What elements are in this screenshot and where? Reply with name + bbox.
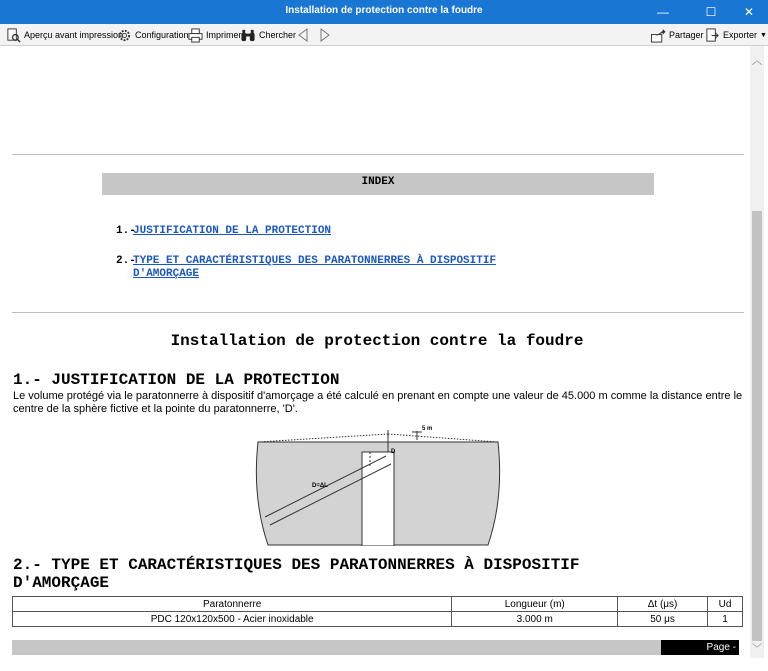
report-viewport[interactable] bbox=[4, 46, 750, 658]
print-preview-label: Aperçu avant impression bbox=[24, 30, 124, 40]
printer-icon bbox=[188, 28, 203, 43]
share-button[interactable] bbox=[650, 26, 704, 44]
paratonnerre-table bbox=[12, 596, 743, 627]
index-link-justification[interactable]: JUSTIFICATION DE LA PROTECTION bbox=[133, 225, 332, 237]
column-header-ud: Ud bbox=[708, 597, 743, 612]
next-result-button[interactable] bbox=[318, 26, 335, 44]
previous-result-button[interactable] bbox=[296, 26, 313, 44]
index-link-type-line2[interactable]: D'AMORÇAGE bbox=[133, 268, 200, 280]
table-header-row bbox=[13, 597, 743, 612]
share-icon bbox=[650, 28, 666, 43]
document-title: Installation de protection contre la foudre bbox=[170, 332, 584, 350]
diagram-label-distance: D=ΔL bbox=[312, 483, 328, 489]
window-title: Installation de protection contre la foudre bbox=[285, 5, 483, 16]
close-button[interactable]: ✕ bbox=[743, 5, 755, 19]
minimize-button[interactable]: — bbox=[657, 5, 669, 19]
cell-paratonnerre: PDC 120x120x500 - Acier inoxidable bbox=[13, 612, 452, 627]
diagram-label-5m: 5 m bbox=[422, 426, 433, 432]
scroll-down-icon[interactable]: ﹀ bbox=[752, 644, 762, 655]
cell-longueur: 3.000 m bbox=[452, 612, 618, 627]
column-header-paratonnerre: Paratonnerre bbox=[13, 597, 452, 612]
chevron-down-icon: ▼ bbox=[760, 31, 767, 39]
scroll-up-icon[interactable]: ︿ bbox=[752, 56, 762, 67]
vertical-scrollbar[interactable] bbox=[750, 46, 764, 658]
print-button[interactable] bbox=[188, 26, 242, 44]
section-1-paragraph: Le volume protégé via le paratonnerre à dispositif d'amorçage a été calculé en prenant en compte une valeur de 45.000 m comme la distance entre le centre de la sphère fictive et la pointe du paratonnerre, 'D'. bbox=[13, 390, 743, 415]
index-link-type-line1[interactable]: TYPE ET CARACTÉRISTIQUES DES PARATONNERRES À DISPOSITIF bbox=[133, 255, 497, 267]
column-header-longueur: Longueur (m) bbox=[452, 597, 618, 612]
section-1-heading: 1.- JUSTIFICATION DE LA PROTECTION bbox=[13, 371, 340, 389]
arrow-right-icon bbox=[318, 28, 332, 42]
toolbar bbox=[0, 24, 768, 46]
print-label: Imprimer bbox=[206, 30, 242, 40]
table-row bbox=[13, 612, 743, 627]
cell-delta-t: 50 μs bbox=[618, 612, 708, 627]
protection-volume-diagram bbox=[252, 428, 504, 546]
search-button[interactable] bbox=[240, 26, 296, 44]
maximize-button[interactable]: ☐ bbox=[705, 5, 717, 19]
arrow-left-icon bbox=[296, 28, 310, 42]
print-preview-button[interactable] bbox=[6, 26, 123, 44]
page-indicator: Page - bbox=[661, 640, 739, 655]
index-heading: INDEX bbox=[102, 173, 654, 195]
configuration-label: Configuration bbox=[135, 30, 189, 40]
scroll-thumb[interactable] bbox=[752, 211, 762, 641]
divider bbox=[12, 154, 744, 155]
column-header-delta-t: Δt (μs) bbox=[618, 597, 708, 612]
binoculars-icon bbox=[240, 28, 256, 43]
search-label: Chercher bbox=[259, 30, 297, 40]
gear-icon bbox=[117, 28, 132, 43]
title-bar bbox=[0, 0, 768, 24]
divider bbox=[12, 312, 744, 313]
export-label: Exporter bbox=[723, 30, 758, 40]
cell-ud: 1 bbox=[708, 612, 743, 627]
section-2-heading-line2: D'AMORÇAGE bbox=[13, 574, 110, 592]
export-button[interactable] bbox=[705, 26, 767, 44]
print-preview-icon bbox=[6, 28, 21, 43]
page-footer-bar bbox=[12, 640, 739, 655]
section-2-heading-line1: 2.- TYPE ET CARACTÉRISTIQUES DES PARATONNERRES À DISPOSITIF bbox=[13, 556, 580, 574]
share-label: Partager bbox=[669, 30, 704, 40]
export-icon bbox=[705, 28, 720, 43]
diagram-label-d: D bbox=[391, 449, 396, 455]
index-item-number: 2.- bbox=[116, 255, 136, 267]
configuration-button[interactable] bbox=[117, 26, 189, 44]
index-item-number: 1.- bbox=[116, 225, 136, 237]
